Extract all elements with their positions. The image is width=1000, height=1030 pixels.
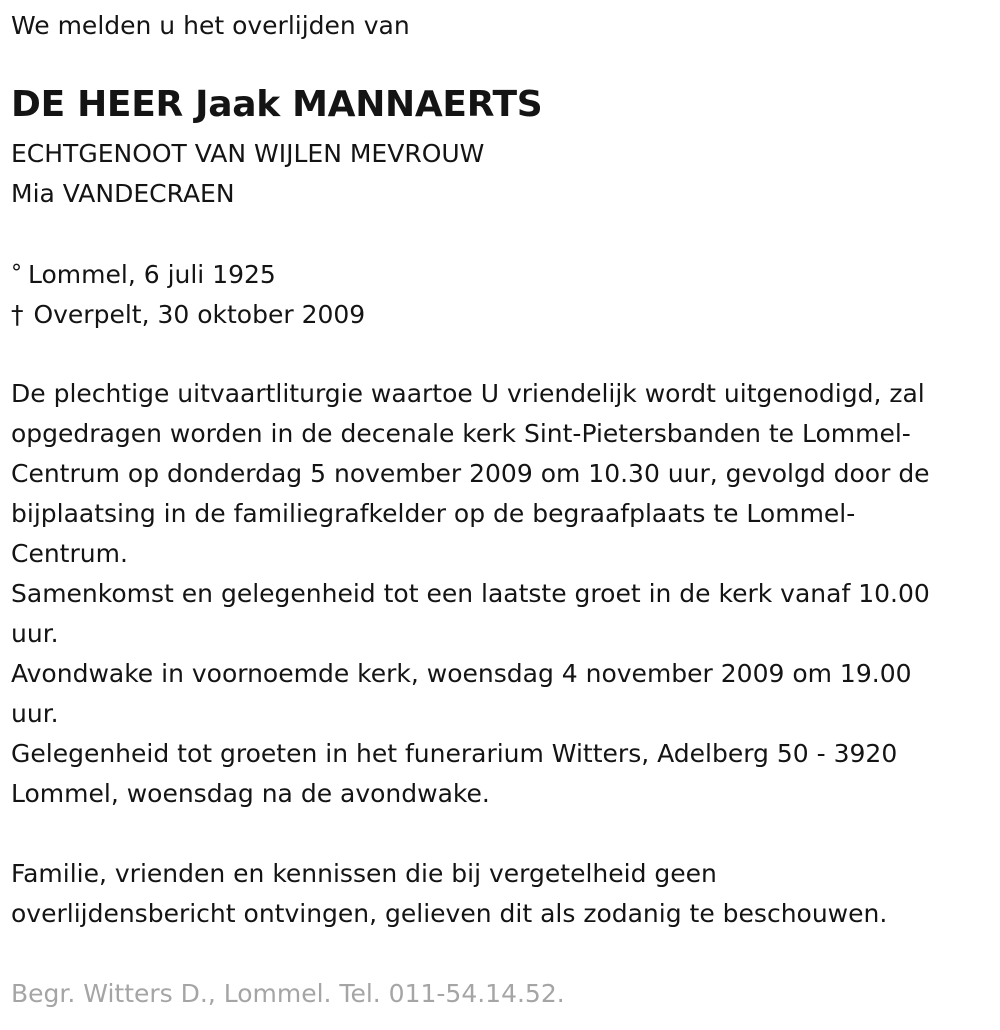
body-line: opgedragen worden in de decenale kerk Sint-Pietersbanden te Lommel- [11,419,911,448]
body-line: Avondwake in voornoemde kerk, woensdag 4 november 2009 om 19.00 [11,659,912,688]
spouse-line: Mia VANDECRAEN [11,179,235,208]
body-line: bijplaatsing in de familiegrafkelder op de begraafplaats te Lommel- [11,499,856,528]
birth-text: Lommel, 6 juli 1925 [28,260,276,289]
body-line: Gelegenheid tot groeten in het funerarium Witters, Adelberg 50 - 3920 [11,739,898,768]
ceremony-details [11,374,930,814]
body-line: Centrum. [11,539,128,568]
body-line: De plechtige uitvaartliturgie waartoe U vriendelijk wordt uitgenodigd, zal [11,379,925,408]
death-text: Overpelt, 30 oktober 2009 [33,300,366,329]
body-line: Lommel, woensdag na de avondwake. [11,779,490,808]
spouse-line: ECHTGENOOT VAN WIJLEN MEVROUW [11,139,485,168]
death-line [11,295,365,335]
closing-note [11,854,887,934]
dates-block [11,254,365,335]
closing-line: Familie, vrienden en kennissen die bij vergetelheid geen [11,859,717,888]
intro-text: We melden u het overlijden van [11,11,410,40]
closing-line: overlijdensbericht ontvingen, gelieven dit als zodanig te beschouwen. [11,899,888,928]
deceased-name: DE HEER Jaak MANNAERTS [11,84,543,125]
body-line: uur. [11,699,59,728]
death-cross-icon: † [11,300,24,329]
body-line: Centrum op donderdag 5 november 2009 om 10.30 uur, gevolgd door de [11,459,930,488]
birth-line [11,254,365,295]
undertaker-footer: Begr. Witters D., Lommel. Tel. 011-54.14.52. [11,979,565,1008]
body-line: Samenkomst en gelegenheid tot een laatste groet in de kerk vanaf 10.00 [11,579,930,608]
body-line: uur. [11,619,59,648]
spouse-block [11,134,484,214]
birth-degree-icon: ° [11,261,22,286]
